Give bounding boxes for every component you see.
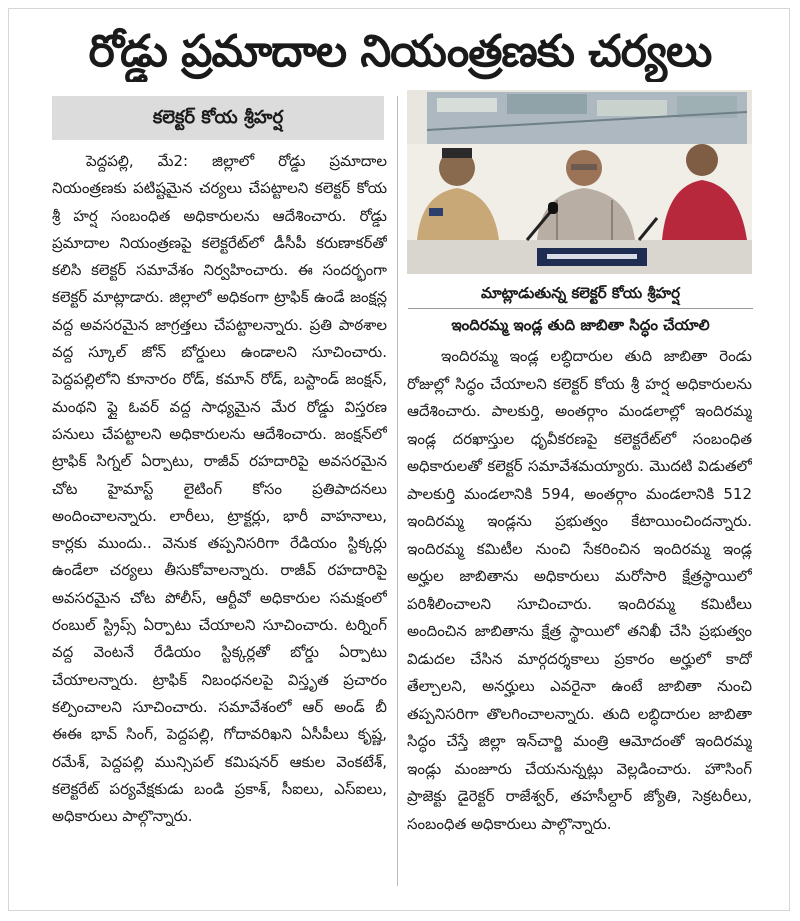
subheadline: కలెక్టర్ కోయ శ్రీహర్ష — [52, 96, 384, 140]
meeting-photo — [407, 90, 752, 274]
nameplate-icon — [537, 248, 647, 266]
photo-illustration — [407, 90, 752, 274]
column-divider — [397, 96, 398, 886]
article-body-right — [407, 343, 752, 888]
page-headline: రోడ్డు ప్రమాదాల నియంత్రణకు చర్యలు — [88, 26, 712, 77]
photo-caption: మాట్లాడుతున్న కలెక్టర్ కోయ శ్రీహర్ష — [408, 278, 753, 309]
article1-paragraph: పెద్దపల్లి, మే2: జిల్లాలో రోడ్డు ప్రమాదాల నియంత్రణకు పటిష్టమైన చర్యలు చేపట్టాలని కలెక్టర్ కోయ శ్రీ హర్ష సంబంధిత అధికారులను ఆదేశించారు. రోడ్డు ప్రమాదాల నియంత్రణపై కలెక్టరేట్‌లో డీసీపీ కరుణాకర్‌తో కలిసి కలెక్టర్ సమావేశం నిర్వహించారు. ఈ సందర్భంగా కలెక్టర్ మాట్లాడారు. జిల్లాలో అధికంగా ట్రాఫిక్ ఉండే జంక్షన్ల వద్ద అవసరమైన జాగ్రత్తలు చేపట్టాలన్నారు. ప్రతి పాఠశాల వద్ద స్కూల్ జోన్ బోర్డులు ఉండాలని సూచించారు. పెద్దపల్లిలోని కూనారం రోడ్, కమాన్ రోడ్, బస్టాండ్ జంక్షన్, మంథని ఫ్లై ఓవర్ వద్ద సాధ్యమైన మేర రోడ్డు విస్తరణ పనులు చేపట్టాలని అధికారులను ఆదేశించారు. జంక్షన్‌లో ట్రాఫిక్ సిగ్నల్ ఏర్పాటు, రాజీవ్ రహదారిపై అవసరమైన చోట హైమాస్ట్ లైటింగ్ కోసం ప్రతిపాదనలు అందించాలన్నారు. లారీలు, ట్రాక్టర్లు, భారీ వాహనాలు, కార్లకు ముందు.. వెనుక తప్పనిసరిగా రేడియం స్టిక్కర్లు ఉండేలా చర్యలు తీసుకోవాలన్నారు. రాజీవ్ రహదారిపై అవసరమైన చోట పోలీస్, ఆర్టీవో అధికారుల సమక్షంలో రంబుల్ స్ట్రిప్స్ ఏర్పాటు చేయాలని సూచించారు. టర్నింగ్ వద్ద వెంటనే రేడియం స్టిక్కర్లతో బోర్డు ఏర్పాటు చేయాలన్నారు. ట్రాఫిక్ నిబంధనలపై విస్తృత ప్రచారం కల్పించాలని సూచించారు. సమావేశంలో ఆర్ అండ్ బీ ఈఈ భావ్ సింగ్, పెద్దపల్లి, గోదావరిఖని ఏసీపీలు కృష్ణ, రమేశ్, పెద్దపల్లి మున్సిపల్ కమిషనర్ ఆకుల వెంకటేశ్, కలెక్టరేట్ పర్యవేక్షకుడు బండి ప్రకాశ్, సీఐలు, ఎస్ఐలు, అధికారులు పాల్గొన్నారు. — [52, 152, 387, 826]
article2-paragraph: ఇందిరమ్మ ఇండ్ల లబ్ధిదారుల తుది జాబితా రెండు రోజుల్లో సిద్ధం చేయాలని కలెక్టర్ కోయ శ్రీ హర్ష అధికారులను ఆదేశించారు. పాలకుర్తి, అంతర్గాం మండలాల్లో ఇందిరమ్మ ఇండ్ల దరఖాస్తుల ధృవీకరణపై కలెక్టరేట్‌లో సంబంధిత అధికారులతో కలెక్టర్ సమావేశమయ్యారు. మొదటి విడుతలో పాలకుర్తి మండలానికి 594, అంతర్గాం మండలానికి 512 ఇందిరమ్మ ఇండ్లను ప్రభుత్వం కేటాయించిందన్నారు. ఇందిరమ్మ కమిటీల నుంచి సేకరించిన ఇందిరమ్మ ఇండ్ల అర్హుల జాబితాను అధికారులు మరోసారి క్షేత్రస్థాయిలో పరిశీలించాలని సూచించారు. ఇందిరమ్మ కమిటీలు అందించిన జాబితాను క్షేత్ర స్థాయిలో తనిఖీ చేసి ప్రభుత్వం విడుదల చేసిన మార్గదర్శకాలు ప్రకారం అర్హులో కాదో తేల్చాలని, అనర్హులు ఎవరైనా ఉంటే జాబితా నుంచి తప్పనిసరిగా తొలగించాలన్నారు. తుది లబ్ధిదారుల జాబితా సిద్ధం చేస్తే జిల్లా ఇన్‌చార్జి మంత్రి ఆమోదంతో ఇందిరమ్మ ఇండ్లు మంజూరు చేయనున్నట్లు వెల్లడించారు. హౌసింగ్ ప్రాజెక్టు డైరెక్టర్ రాజేశ్వర్, తహసీల్దార్ జ్యోతి, సెక్రటరీలు, సంబంధిత అధికారులు పాల్గొన్నారు. — [407, 347, 752, 833]
article-body-left — [52, 148, 387, 888]
article2-headline: ఇందిరమ్మ ఇండ్ల తుది జాబితా సిద్ధం చేయాలి — [451, 316, 710, 334]
